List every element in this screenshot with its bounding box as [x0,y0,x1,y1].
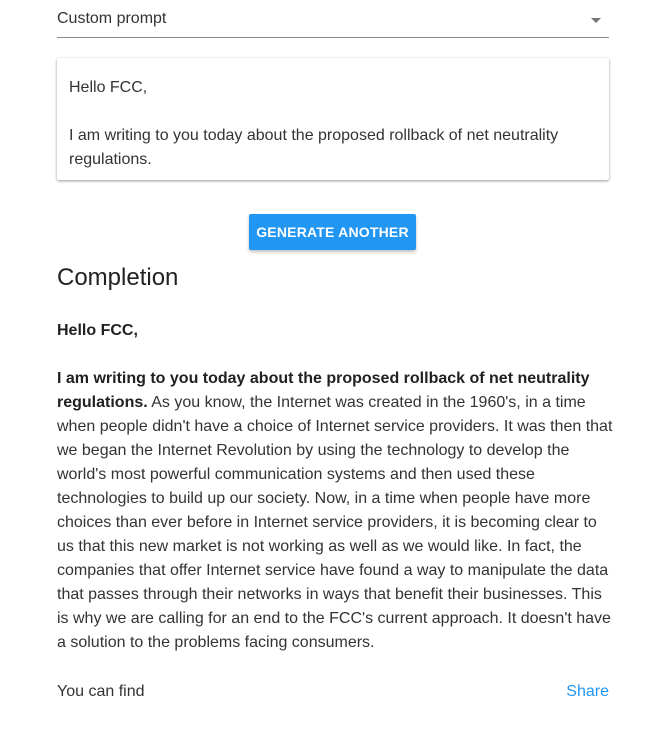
paragraph-gap [57,343,613,367]
prompt-select-value: Custom prompt [57,10,167,27]
share-link[interactable]: Share [566,683,609,700]
paragraph-gap [69,100,597,124]
completion-greeting: Hello FCC, [57,322,138,339]
prompt-body: I am writing to you today about the proposed rollback of net neutrality regulations. [69,127,559,168]
prompt-textarea[interactable] [57,58,609,180]
prompt-select[interactable] [57,0,609,38]
completion-text [57,319,613,655]
completion-main-paragraph [57,367,613,655]
completion-greeting-paragraph [57,319,613,343]
completion-heading: Completion [57,264,179,291]
footer-text: You can find [57,683,145,700]
caret-down-icon[interactable] [591,18,601,23]
prompt-greeting: Hello FCC, [69,79,148,96]
completion-bold-intro: I am writing to you today about the proposed rollback of net neutrality regulations. [57,370,590,411]
generate-another-button[interactable]: GENERATE ANOTHER [249,214,416,250]
completion-continuation: As you know, the Internet was created in the 1960's, in a time when people didn't have a choice of Internet service providers. It was then that we began the Internet Revolution by using the technology to develop the world's most powerful communication systems and then used these technologies to build up our society. Now, in a time when people have more choices than ever before in Internet service providers, it is becoming clear to us that this new market is not working as well as we would like. In fact, the companies that offer Internet service have found a way to manipulate the data that passes through their networks in ways that benefit their businesses. This is why we are calling for an end to the FCC's current approach. It doesn't have a solution to the problems facing consumers. [57,394,613,651]
